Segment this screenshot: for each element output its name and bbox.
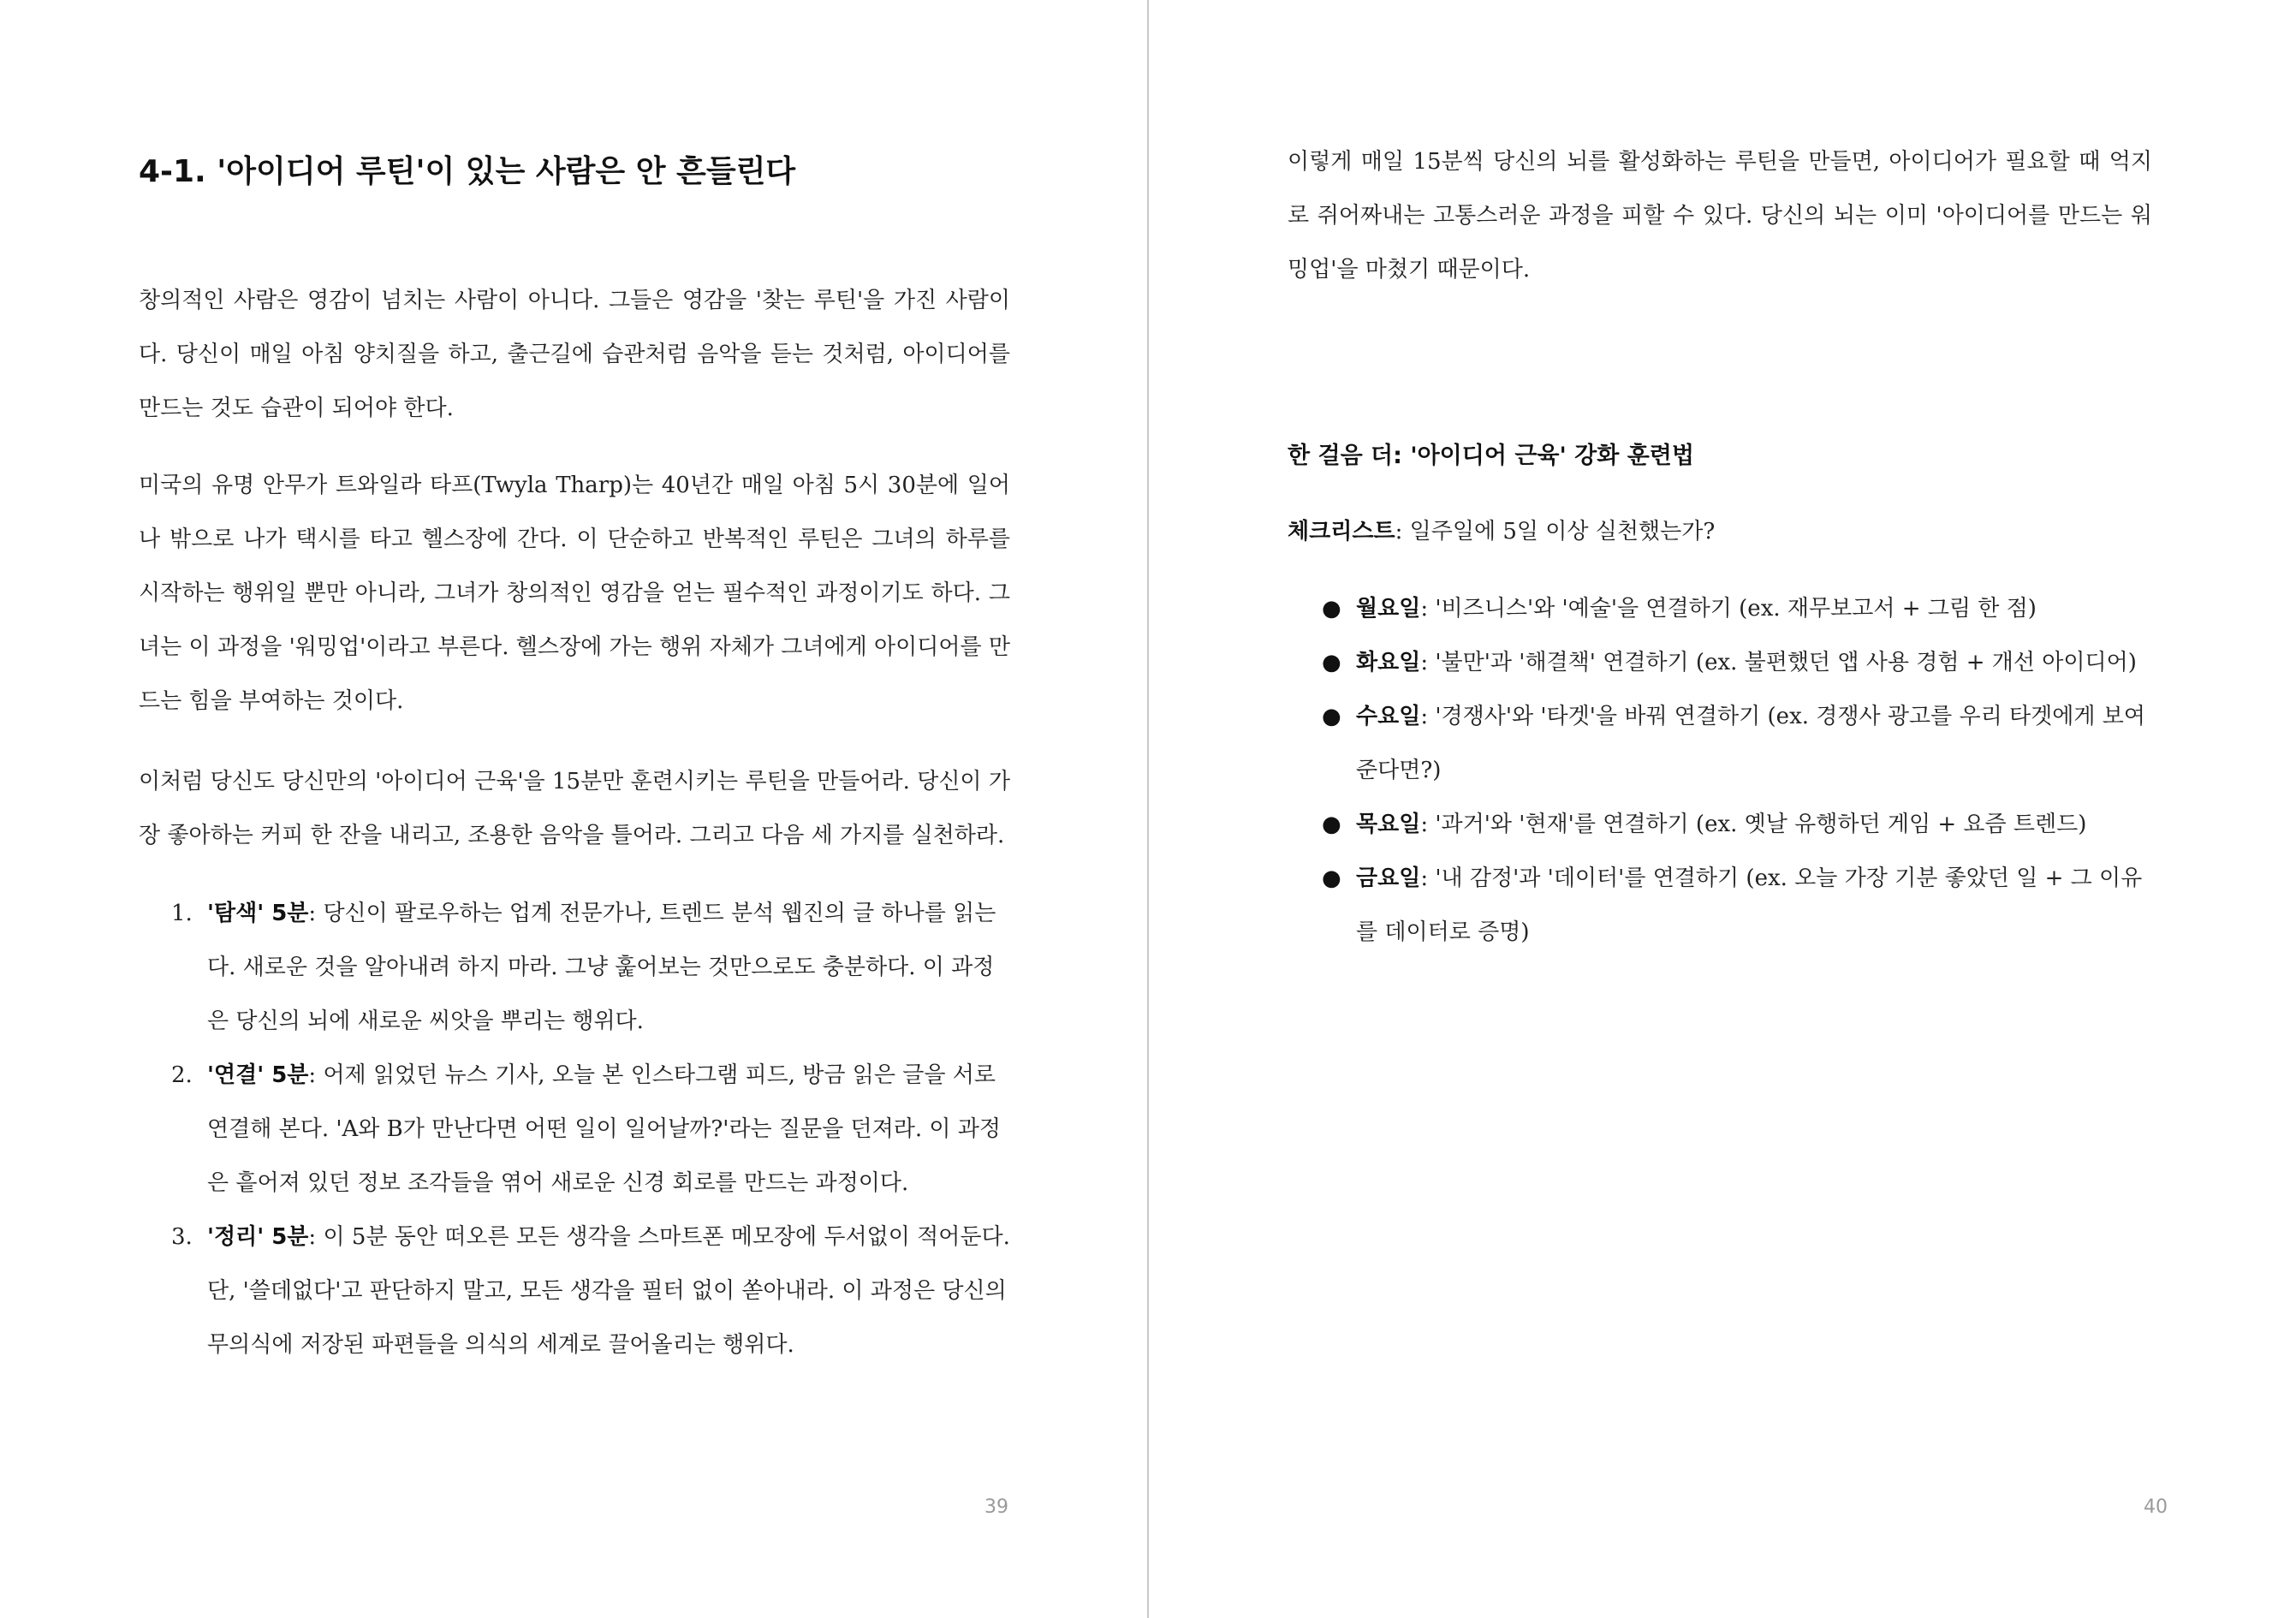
page-number: 39 xyxy=(984,1496,1008,1518)
step-number: 1. xyxy=(171,901,193,926)
bullet-icon: ● xyxy=(1322,704,1341,729)
step-number: 2. xyxy=(171,1062,193,1088)
step-text: : 당신이 팔로우하는 업계 전문가나, 트렌드 분석 웹진의 글 하나를 읽는다. 새로운 것을 알아내려 하지 마라. 그냥 훑어보는 것만으로도 충분하다. 이 과정은 당신의 뇌에 새로운 씨앗을 뿌리는 행위다. xyxy=(207,901,996,1034)
page-number: 40 xyxy=(2144,1496,2168,1518)
chapter-title: 4-1. '아이디어 루틴'이 있는 사람은 안 흔들린다 xyxy=(139,154,796,189)
day-label: 금요일 xyxy=(1356,866,1421,891)
bullet-icon: ● xyxy=(1322,650,1341,675)
paragraph-2: 미국의 유명 안무가 트와일라 타프(Twyla Tharp)는 40년간 매일 아침 5시 30분에 일어나 밖으로 나가 택시를 타고 헬스장에 간다. 이 단순하고 반복적인 루틴은 그녀의 하루를 시작하는 행위일 뿐만 아니라, 그녀가 창의적인 영감을 얻는 필수적인 과정이기도 하다. 그녀는 이 과정을 '워밍업'이라고 부른다. 헬스장에 가는 행위 자체가 그녀에게 아이디어를 만드는 힘을 부여하는 것이다. xyxy=(139,473,1010,714)
section-subheading: 한 걸음 더: '아이디어 근육' 강화 훈련법 xyxy=(1288,443,1694,469)
right-page xyxy=(1149,0,2296,1618)
paragraph-1: 창의적인 사람은 영감이 넘치는 사람이 아니다. 그들은 영감을 '찾는 루틴'을 가진 사람이다. 당신이 매일 아침 양치질을 하고, 출근길에 습관처럼 음악을 듣는 것처럼, 아이디어를 만드는 것도 습관이 되어야 한다. xyxy=(139,288,1010,421)
list-item xyxy=(1288,690,2161,798)
bullet-icon: ● xyxy=(1322,866,1341,891)
step-text: : 이 5분 동안 떠오른 모든 생각을 스마트폰 메모장에 두서없이 적어둔다. 단, '쓸데없다'고 판단하지 말고, 모든 생각을 필터 없이 쏟아내라. 이 과정은 당신의 무의식에 저장된 파편들을 의식의 세계로 끌어올리는 행위다. xyxy=(207,1224,1010,1358)
checklist-line xyxy=(1288,505,1715,559)
list-item xyxy=(139,1049,1012,1211)
day-label: 목요일 xyxy=(1356,812,1421,837)
day-label: 월요일 xyxy=(1356,596,1421,622)
paragraph-4: 이렇게 매일 15분씩 당신의 뇌를 활성화하는 루틴을 만들면, 아이디어가 필요할 때 억지로 쥐어짜내는 고통스러운 과정을 피할 수 있다. 당신의 뇌는 이미 '아이디어를 만드는 워밍업'을 마쳤기 때문이다. xyxy=(1288,149,2152,283)
step-label: '연결' 5분 xyxy=(207,1062,309,1088)
list-item xyxy=(1288,636,2161,690)
day-text: : '내 감정'과 '데이터'를 연결하기 (ex. 오늘 가장 기분 좋았던 일 + 그 이유를 데이터로 증명) xyxy=(1356,866,2143,945)
bullet-icon: ● xyxy=(1322,812,1341,837)
day-text: : '과거'와 '현재'를 연결하기 (ex. 옛날 유행하던 게임 + 요즘 트렌드) xyxy=(1420,812,2087,837)
day-text: : '비즈니스'와 '예술'을 연결하기 (ex. 재무보고서 + 그림 한 점) xyxy=(1420,596,2037,622)
step-label: '정리' 5분 xyxy=(207,1224,309,1250)
list-item xyxy=(1288,582,2161,636)
list-item xyxy=(1288,798,2161,852)
left-page xyxy=(0,0,1147,1618)
step-label: '탐색' 5분 xyxy=(207,901,309,926)
day-label: 화요일 xyxy=(1356,650,1421,675)
checklist-text: : 일주일에 5일 이상 실천했는가? xyxy=(1395,519,1716,544)
list-item xyxy=(139,1211,1012,1372)
list-item xyxy=(139,887,1012,1049)
day-label: 수요일 xyxy=(1356,704,1421,729)
paragraph-3: 이처럼 당신도 당신만의 '아이디어 근육'을 15분만 훈련시키는 루틴을 만들어라. 당신이 가장 좋아하는 커피 한 잔을 내리고, 조용한 음악을 틀어라. 그리고 다음 세 가지를 실천하라. xyxy=(139,769,1010,848)
list-item xyxy=(1288,852,2161,960)
step-text: : 어제 읽었던 뉴스 기사, 오늘 본 인스타그램 피드, 방금 읽은 글을 서로 연결해 본다. 'A와 B가 만난다면 어떤 일이 일어날까?'라는 질문을 던져라. 이 과정은 흩어져 있던 정보 조각들을 엮어 새로운 신경 회로를 만드는 과정이다. xyxy=(207,1062,1002,1196)
bullet-icon: ● xyxy=(1322,596,1341,622)
day-text: : '경쟁사'와 '타겟'을 바꿔 연결하기 (ex. 경쟁사 광고를 우리 타겟에게 보여준다면?) xyxy=(1356,704,2145,783)
routine-steps-list xyxy=(139,887,1012,1372)
weekday-exercise-list xyxy=(1288,582,2161,960)
checklist-label: 체크리스트 xyxy=(1288,519,1395,544)
day-text: : '불만'과 '해결책' 연결하기 (ex. 불편했던 앱 사용 경험 + 개선 아이디어) xyxy=(1420,650,2137,675)
step-number: 3. xyxy=(171,1224,193,1250)
